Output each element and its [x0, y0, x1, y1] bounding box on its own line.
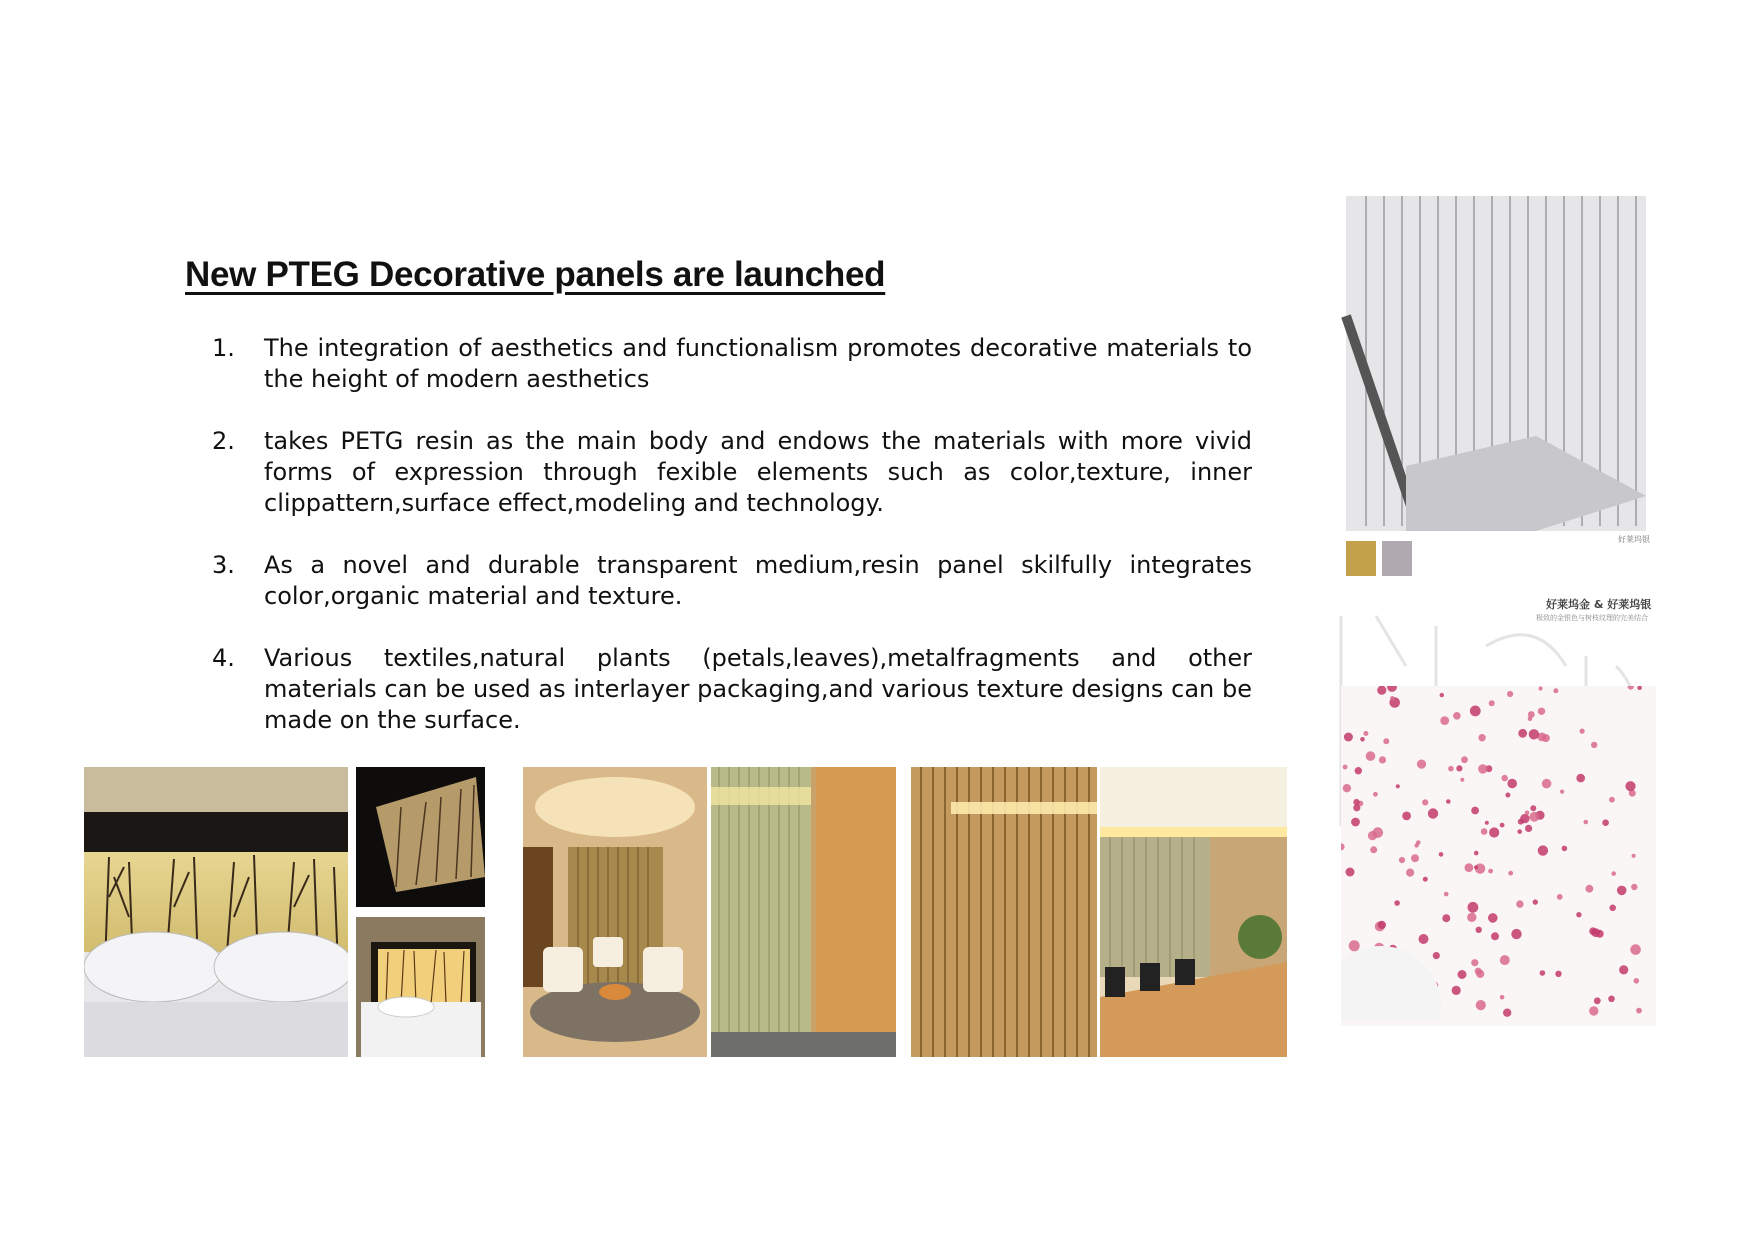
- catalog-heading: 好莱坞金 & 好莱坞银: [1546, 598, 1652, 611]
- list-item-number: 2.: [212, 427, 235, 455]
- feature-list: [212, 333, 1252, 767]
- list-item: [212, 643, 1252, 736]
- list-item: [212, 333, 1252, 395]
- list-item-text: The integration of aesthetics and functionalism promotes decorative materials to the height of modern aesthetics: [264, 334, 1252, 393]
- catalog-small-caption: 好莱坞银: [1618, 535, 1650, 544]
- page-title: New PTEG Decorative panels are launched: [185, 255, 886, 294]
- list-item-number: 3.: [212, 551, 235, 579]
- list-item-number: 1.: [212, 334, 235, 362]
- catalog-subheading: 极致的金银色与树枝纹理的完美结合: [1536, 614, 1648, 622]
- list-item: [212, 426, 1252, 519]
- list-item-text: Various textiles,natural plants (petals,leaves),metalfragments and other materials can be used as interlayer packaging,and various texture designs can be made on the surface.: [264, 644, 1252, 734]
- catalog-page: [1336, 196, 1656, 1026]
- bedroom-small-photo: [356, 917, 485, 1057]
- corridor-panel-photo: [711, 767, 896, 1057]
- bedroom-panel-photo: [356, 767, 485, 907]
- reed-panel-photo: [911, 767, 1097, 1057]
- list-item-text: takes PETG resin as the main body and endows the materials with more vivid forms of expression through fexible elements such as color,texture, inner clippattern,surface effect,modeling and technology.: [264, 427, 1252, 517]
- list-item-text: As a novel and durable transparent medium,resin panel skilfully integrates color,organic material and texture.: [264, 551, 1252, 610]
- list-item-number: 4.: [212, 644, 235, 672]
- meeting-room-photo: [1100, 767, 1287, 1057]
- list-item: [212, 550, 1252, 612]
- petal-pattern: [1341, 686, 1651, 1021]
- lounge-photo: [523, 767, 707, 1057]
- bedroom-headboard-photo: [84, 767, 348, 1057]
